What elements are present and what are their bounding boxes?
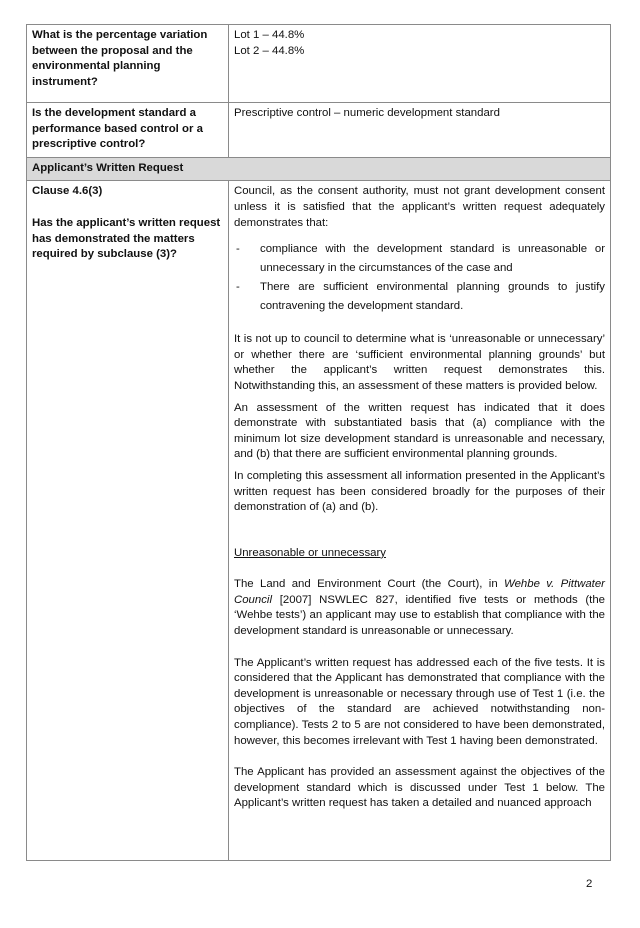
table-row — [27, 25, 611, 103]
paragraph — [234, 577, 605, 639]
question-cell: What is the percentage variation between the proposal and the environmental planning instrument? — [27, 25, 229, 103]
answer-line: Lot 1 – 44.8% — [234, 29, 305, 41]
clause-question: Has the applicant’s written request has demonstrated the matters required by subclause (3)? — [32, 216, 221, 261]
paragraph: In completing this assessment all information presented in the Applicant’s written request has been considered broadly for the purposes of their demonstration of (a) and (b). — [234, 469, 605, 514]
page-number: 2 — [586, 878, 593, 890]
answer-cell — [229, 25, 611, 103]
criteria-list — [234, 240, 605, 316]
case-name: Wehbe v. Pittwater Council — [234, 578, 605, 606]
answer-line: Lot 2 – 44.8% — [234, 44, 305, 57]
question-cell: Is the development standard a performance based control or a prescriptive control? — [27, 103, 229, 158]
clause-answer-cell — [229, 181, 611, 861]
paragraph-text: [2007] NSWLEC 827, identified five tests or methods (the ‘Wehbe tests’) an applicant may use to establish that compliance with the development standard is unreasonable or unnecessary. — [234, 593, 605, 638]
clause-cell — [27, 181, 229, 861]
intro-paragraph: Council, as the consent authority, must not grant development consent unless it is satisfied that the applicant’s written request adequately demonstrates that: — [234, 185, 605, 229]
list-item: - compliance with the development standard is unreasonable or unnecessary in the circumstances of the case and — [234, 240, 605, 278]
table-row — [27, 181, 611, 861]
paragraph: An assessment of the written request has indicated that it does demonstrate with substantiated basis that (a) compliance with the minimum lot size development standard is unreasonable and necessary, and (b) that there are sufficient environmental planning grounds. — [234, 401, 605, 461]
answer-cell: Prescriptive control – numeric development standard — [229, 103, 611, 158]
paragraph-text: The Land and Environment Court (the Court), in — [234, 578, 505, 591]
assessment-table — [26, 24, 611, 861]
section-heading-row — [27, 157, 611, 181]
section-heading: Applicant’s Written Request — [27, 157, 611, 181]
paragraph: The Applicant’s written request has addressed each of the five tests. It is considered that the Applicant has demonstrated that compliance with the development is unreasonable or necessary through use of Test 1 (i.e. the objectives of the standard are achieved notwithstanding non-compliance). Tests 2 to 5 are not considered to have been demonstrated, however, this becomes irrelevant with Test 1 having been demonstrated. — [234, 656, 605, 747]
clause-title: Clause 4.6(3) — [32, 185, 103, 198]
table-row — [27, 103, 611, 158]
paragraph: The Applicant has provided an assessment against the objectives of the development standard which is discussed under Test 1 below. The Applicant’s written request has taken a detailed and nuanced approach — [234, 766, 605, 810]
list-item: - There are sufficient environmental planning grounds to justify contravening the development standard. — [234, 278, 605, 316]
paragraph: It is not up to council to determine what is ‘unreasonable or unnecessary’ or whether there are ‘sufficient environmental planning grounds’ but whether the applicant’s written request demonstrates this. Notwithstanding this, an assessment of these matters is provided below. — [234, 333, 605, 392]
subheading: Unreasonable or unnecessary — [234, 546, 386, 559]
